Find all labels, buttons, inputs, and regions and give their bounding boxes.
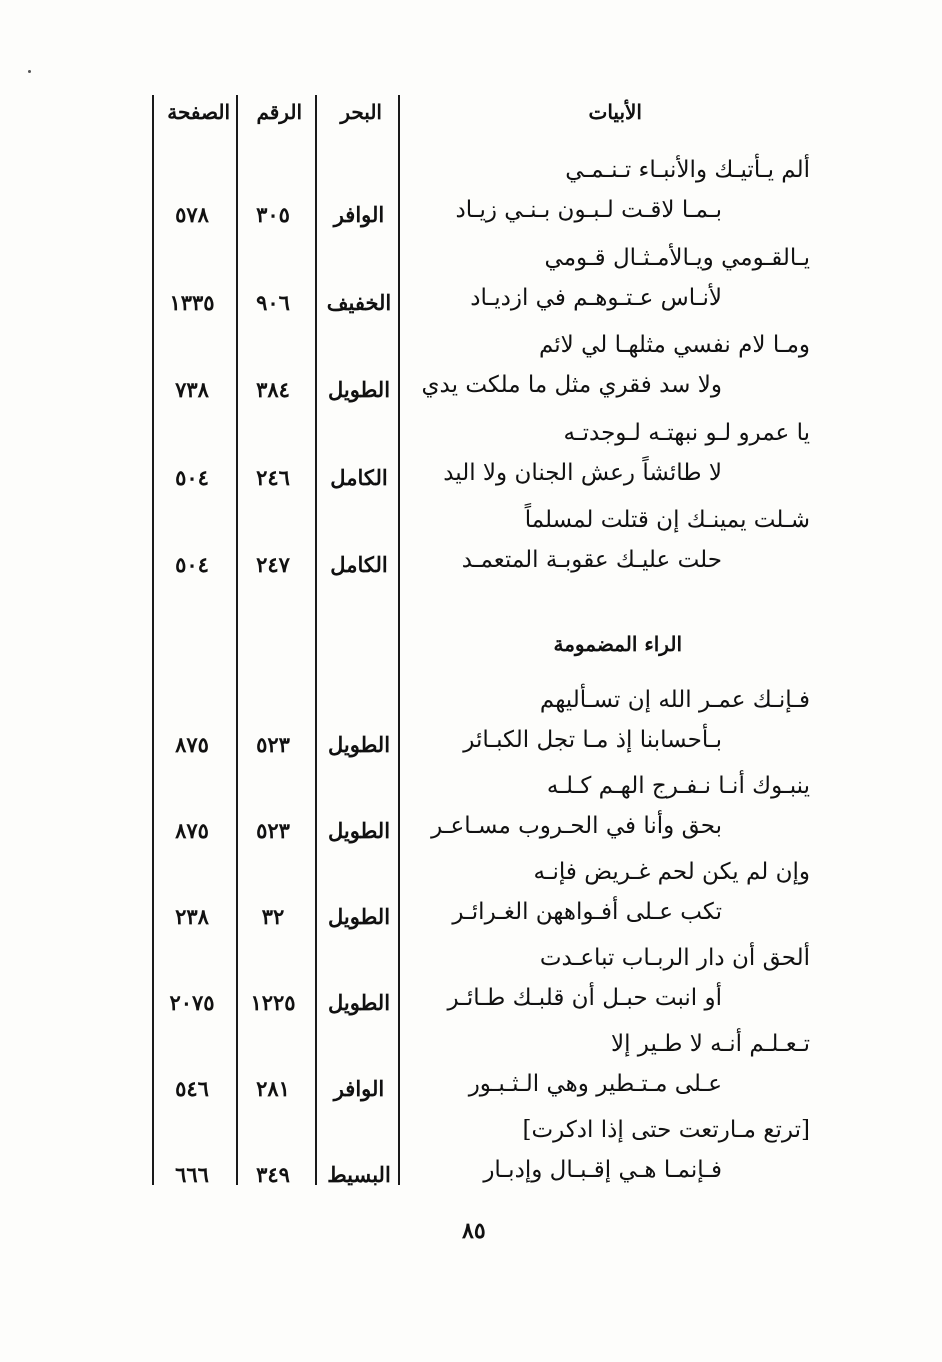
verse-line-2: لا طائشاً رعش الجنان ولا اليد [443, 460, 722, 486]
meter-cell: الكامل [330, 465, 388, 490]
page-cell: ٢٣٨ [175, 904, 209, 929]
verse-line-2: لأنـاس عـتـوهـم في ازديـاد [470, 285, 722, 311]
number-cell: ٣٠٥ [256, 202, 290, 227]
number-cell: ٥٢٣ [256, 818, 290, 843]
verse-line-2: بحق وأنا في الحـروب مسـاعـر [431, 813, 722, 839]
verse-line-2: حلت عليـك عقوبـة المتعمـد [461, 547, 722, 573]
page-cell: ٥٠٤ [175, 465, 209, 490]
verse-line-2: فـإنمـا هـي إقـبـال وإدبـار [483, 1157, 722, 1183]
page-cell: ٥٤٦ [175, 1076, 209, 1101]
verse-line-1: ألم يـأتيـك والأنبـاء تـنـمـي [565, 157, 810, 183]
page-cell: ٨٧٥ [175, 732, 209, 757]
number-cell: ٣٨٤ [256, 377, 290, 402]
verse-line-2: بـمـا لاقـت لـبـون بـنـي زيـاد [455, 197, 722, 223]
page-cell: ٥٠٤ [175, 552, 209, 577]
header-page: الصفحة [167, 100, 230, 124]
number-cell: ٣٤٩ [256, 1162, 290, 1187]
rule-left [152, 95, 154, 1185]
verse-line-1: فـإنـك عمـر الله إن تسـأليهم [539, 687, 810, 713]
meter-cell: الطويل [327, 904, 391, 929]
rule-right [398, 95, 400, 1185]
header-number: الرقم [256, 100, 302, 124]
verse-line-1: ألحق أن دار الربـاب تباعـدت [539, 945, 810, 971]
number-cell: ٢٨١ [256, 1076, 290, 1101]
meter-cell: الكامل [330, 552, 388, 577]
verse-line-1: [ترتع مـارتعت حتى إذا ادكرت] [522, 1117, 810, 1143]
meter-cell: الطويل [327, 818, 391, 843]
page-cell: ٦٦٦ [175, 1162, 209, 1187]
verse-line-1: يا عمرو لـو نبهتـه لـوجدتـه [563, 420, 810, 446]
page-cell: ٨٧٥ [175, 818, 209, 843]
rule-number-page [236, 95, 238, 1185]
verse-line-2: أو انبت حبـل أن قلبـك طـائـر [447, 985, 722, 1011]
meter-cell: الطويل [327, 377, 391, 402]
meter-cell: الطويل [327, 732, 391, 757]
page-cell: ٥٧٨ [175, 202, 209, 227]
page-number: ٨٥ [462, 1218, 486, 1244]
meter-cell: الوافر [333, 202, 385, 227]
section-heading: الراء المضمومة [553, 632, 682, 656]
number-cell: ٣٢ [261, 904, 285, 929]
verse-line-1: شـلت يمينـك إن قتلت لمسلماً [524, 507, 810, 533]
speck-mark [28, 70, 31, 73]
header-verses: الأبيات [588, 100, 642, 124]
number-cell: ٩٠٦ [256, 290, 290, 315]
verse-line-1: ينبـوك أنـا نـفـرج الهـم كـلـه [546, 773, 810, 799]
verse-line-1: تـعـلـم أنـه لا طـير إلا [610, 1031, 810, 1057]
meter-cell: البسيط [327, 1162, 391, 1187]
verse-line-1: يـالقـومي ويـالأمـثـال قـومي [544, 245, 810, 271]
number-cell: ٢٤٦ [256, 465, 290, 490]
header-meter: البحر [340, 100, 382, 124]
page-cell: ٧٣٨ [175, 377, 209, 402]
meter-cell: الطويل [327, 990, 391, 1015]
verse-line-2: بـأحسابنا إذ مـا تجل الكبـائر [463, 727, 722, 753]
number-cell: ١٢٢٥ [250, 990, 296, 1015]
page-cell: ٢٠٧٥ [169, 990, 215, 1015]
verse-line-1: وإن لم يكن لحم غـريض فإنـه [533, 859, 810, 885]
verse-line-2: عـلى مـتـطير وهي الـثـبـور [468, 1071, 722, 1097]
verse-line-2: تكب عـلى أفـواههن الغـرائـر [452, 899, 722, 925]
meter-cell: الخفيف [326, 290, 392, 315]
number-cell: ٢٤٧ [256, 552, 290, 577]
number-cell: ٥٢٣ [256, 732, 290, 757]
rule-meter-number [315, 95, 317, 1185]
meter-cell: الوافر [333, 1076, 385, 1101]
page-cell: ١٣٣٥ [169, 290, 215, 315]
verse-line-2: ولا سد فقري مثل ما ملكت يدي [421, 372, 722, 398]
verse-line-1: ومـا لام نفسي مثلهـا لي لائم [538, 332, 810, 358]
